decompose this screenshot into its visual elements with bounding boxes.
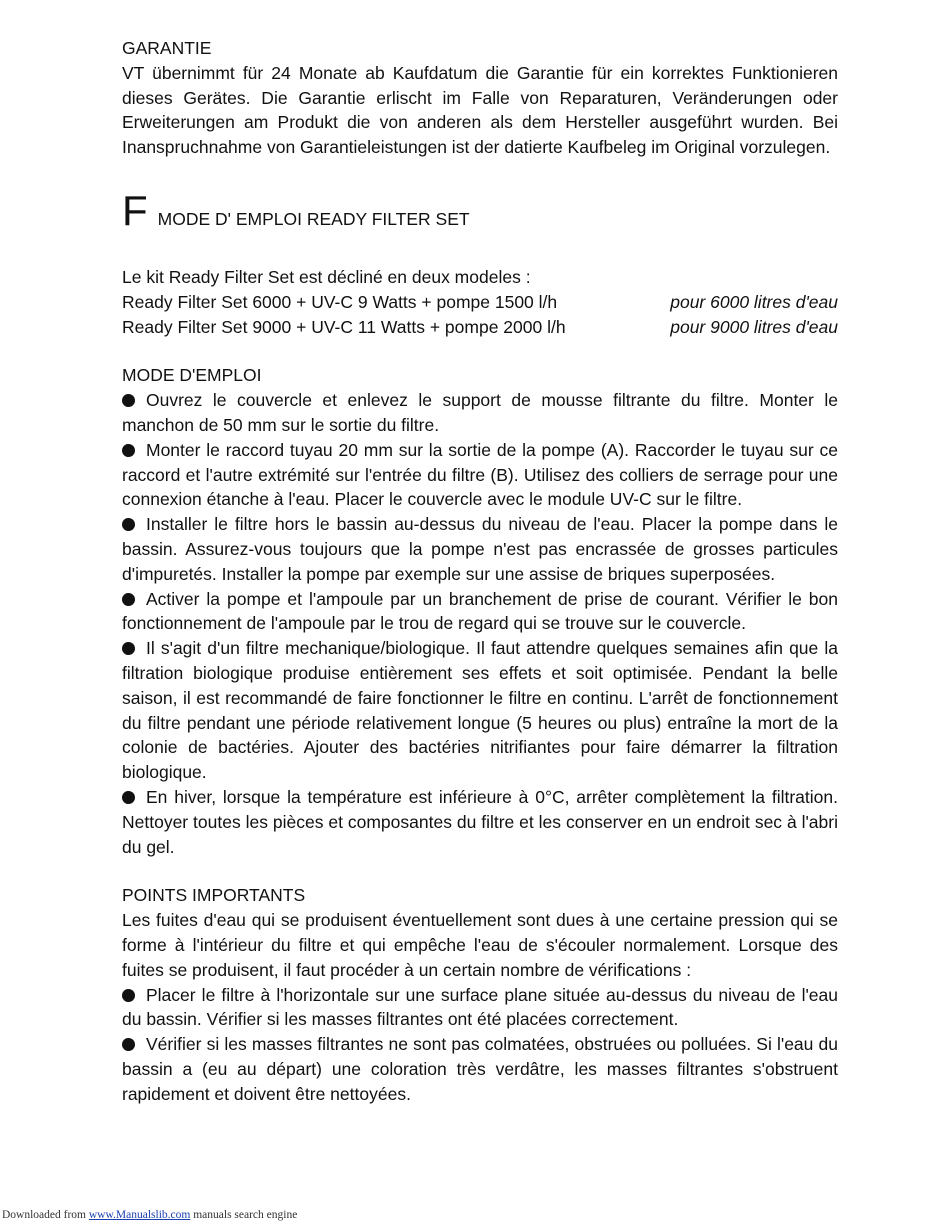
list-item: Activer la pompe et l'ampoule par un branchement de prise de courant. Vérifier le bon fonctionnement de l'ampoule par le trou de regard qui se trouve sur le couvercle. — [122, 587, 838, 637]
model-note: pour 9000 litres d'eau — [670, 316, 838, 337]
list-item: Il s'agit d'un filtre mechanique/biologique. Il faut attendre quelques semaines afin que la filtration biologique produise entièrement ses effets et soit optimisée. Pendant la belle saison, il est recommandé de faire fonctionner le filtre en continu. L'arrêt de fonctionnement du filtre pendant une période relativement longue (5 heures ou plus) entraîne la mort de la colonie de bactéries. Ajouter des bactéries nitrifiantes pour faire démarrer la filtration biologique. — [122, 636, 838, 785]
garantie-section — [122, 36, 838, 160]
points-title: POINTS IMPORTANTS — [122, 885, 306, 906]
list-item: Installer le filtre hors le bassin au-dessus du niveau de l'eau. Placer la pompe dans le bassin. Assurez-vous toujours que la pompe n'est pas encrassée de grosses particules d'impuretés. Installer la pompe par exemple sur une assise de briques superposées. — [122, 512, 838, 586]
garantie-title: GARANTIE — [122, 38, 212, 58]
mode-emploi-section — [122, 363, 838, 859]
model-row — [122, 290, 838, 315]
document-page — [122, 36, 838, 1106]
instruction-list — [122, 388, 838, 859]
footer-prefix: Downloaded from — [2, 1209, 86, 1221]
points-intro: Les fuites d'eau qui se produisent éventuellement sont dues à une certaine pression qui se forme à l'intérieur du filtre et qui empêche l'eau de s'écouler normalement. Lorsque des fuites se produisent, il faut procéder à un certain nombre de vérifications : — [122, 910, 838, 980]
points-section — [122, 883, 838, 1106]
model-text: Ready Filter Set 6000 + UV-C 9 Watts + pompe 1500 l/h — [122, 291, 558, 312]
points-list — [122, 983, 838, 1107]
model-row — [122, 315, 838, 340]
mode-emploi-title: MODE D'EMPLOI — [122, 365, 262, 386]
manualslib-link[interactable]: www.Manualslib.com — [88, 1209, 191, 1221]
section-header — [122, 186, 838, 234]
list-item: Ouvrez le couvercle et enlevez le support de mousse filtrante du filtre. Monter le manchon de 50 mm sur le sortie du filtre. — [122, 388, 838, 438]
list-item: Vérifier si les masses filtrantes ne sont pas colmatées, obstruées ou polluées. Si l'eau du bassin a (eu au départ) une coloration très verdâtre, les masses filtrantes s'obstruent rapidement et doivent être nettoyées. — [122, 1032, 838, 1106]
section-title: MODE D' EMPLOI READY FILTER SET — [157, 208, 470, 229]
list-item: Placer le filtre à l'horizontale sur une surface plane située au-dessus du niveau de l'eau du bassin. Vérifier si les masses filtrantes ont été placées correctement. — [122, 983, 838, 1033]
intro-block — [122, 265, 838, 339]
list-item: En hiver, lorsque la température est inférieure à 0°C, arrêter complètement la filtration. Nettoyer toutes les pièces et composantes du filtre et les conserver en un endroit sec à l'abri du gel. — [122, 785, 838, 859]
language-letter: F — [122, 186, 148, 234]
garantie-text: VT übernimmt für 24 Monate ab Kaufdatum die Garantie für ein korrektes Funktionieren dieses Gerätes. Die Garantie erlischt im Falle von Reparaturen, Veränderungen oder Erweiterungen am Produkt die von anderen als dem Hersteller ausgeführt wurden. Bei Inanspruchnahme von Garantieleistungen ist der datierte Kaufbeleg im Original vorzulegen. — [122, 62, 838, 158]
model-text: Ready Filter Set 9000 + UV-C 11 Watts + pompe 2000 l/h — [122, 316, 566, 337]
model-note: pour 6000 litres d'eau — [670, 291, 838, 312]
footer-suffix: manuals search engine — [193, 1209, 298, 1221]
intro-line: Le kit Ready Filter Set est décliné en deux modeles : — [122, 266, 531, 287]
list-item: Monter le raccord tuyau 20 mm sur la sortie de la pompe (A). Raccorder le tuyau sur ce raccord et l'autre extrémité sur l'entrée du filtre (B). Utilisez des colliers de serrage pour une connexion étanche à l'eau. Placer le couvercle avec le module UV-C sur le filtre. — [122, 438, 838, 512]
download-footer — [2, 1209, 297, 1221]
